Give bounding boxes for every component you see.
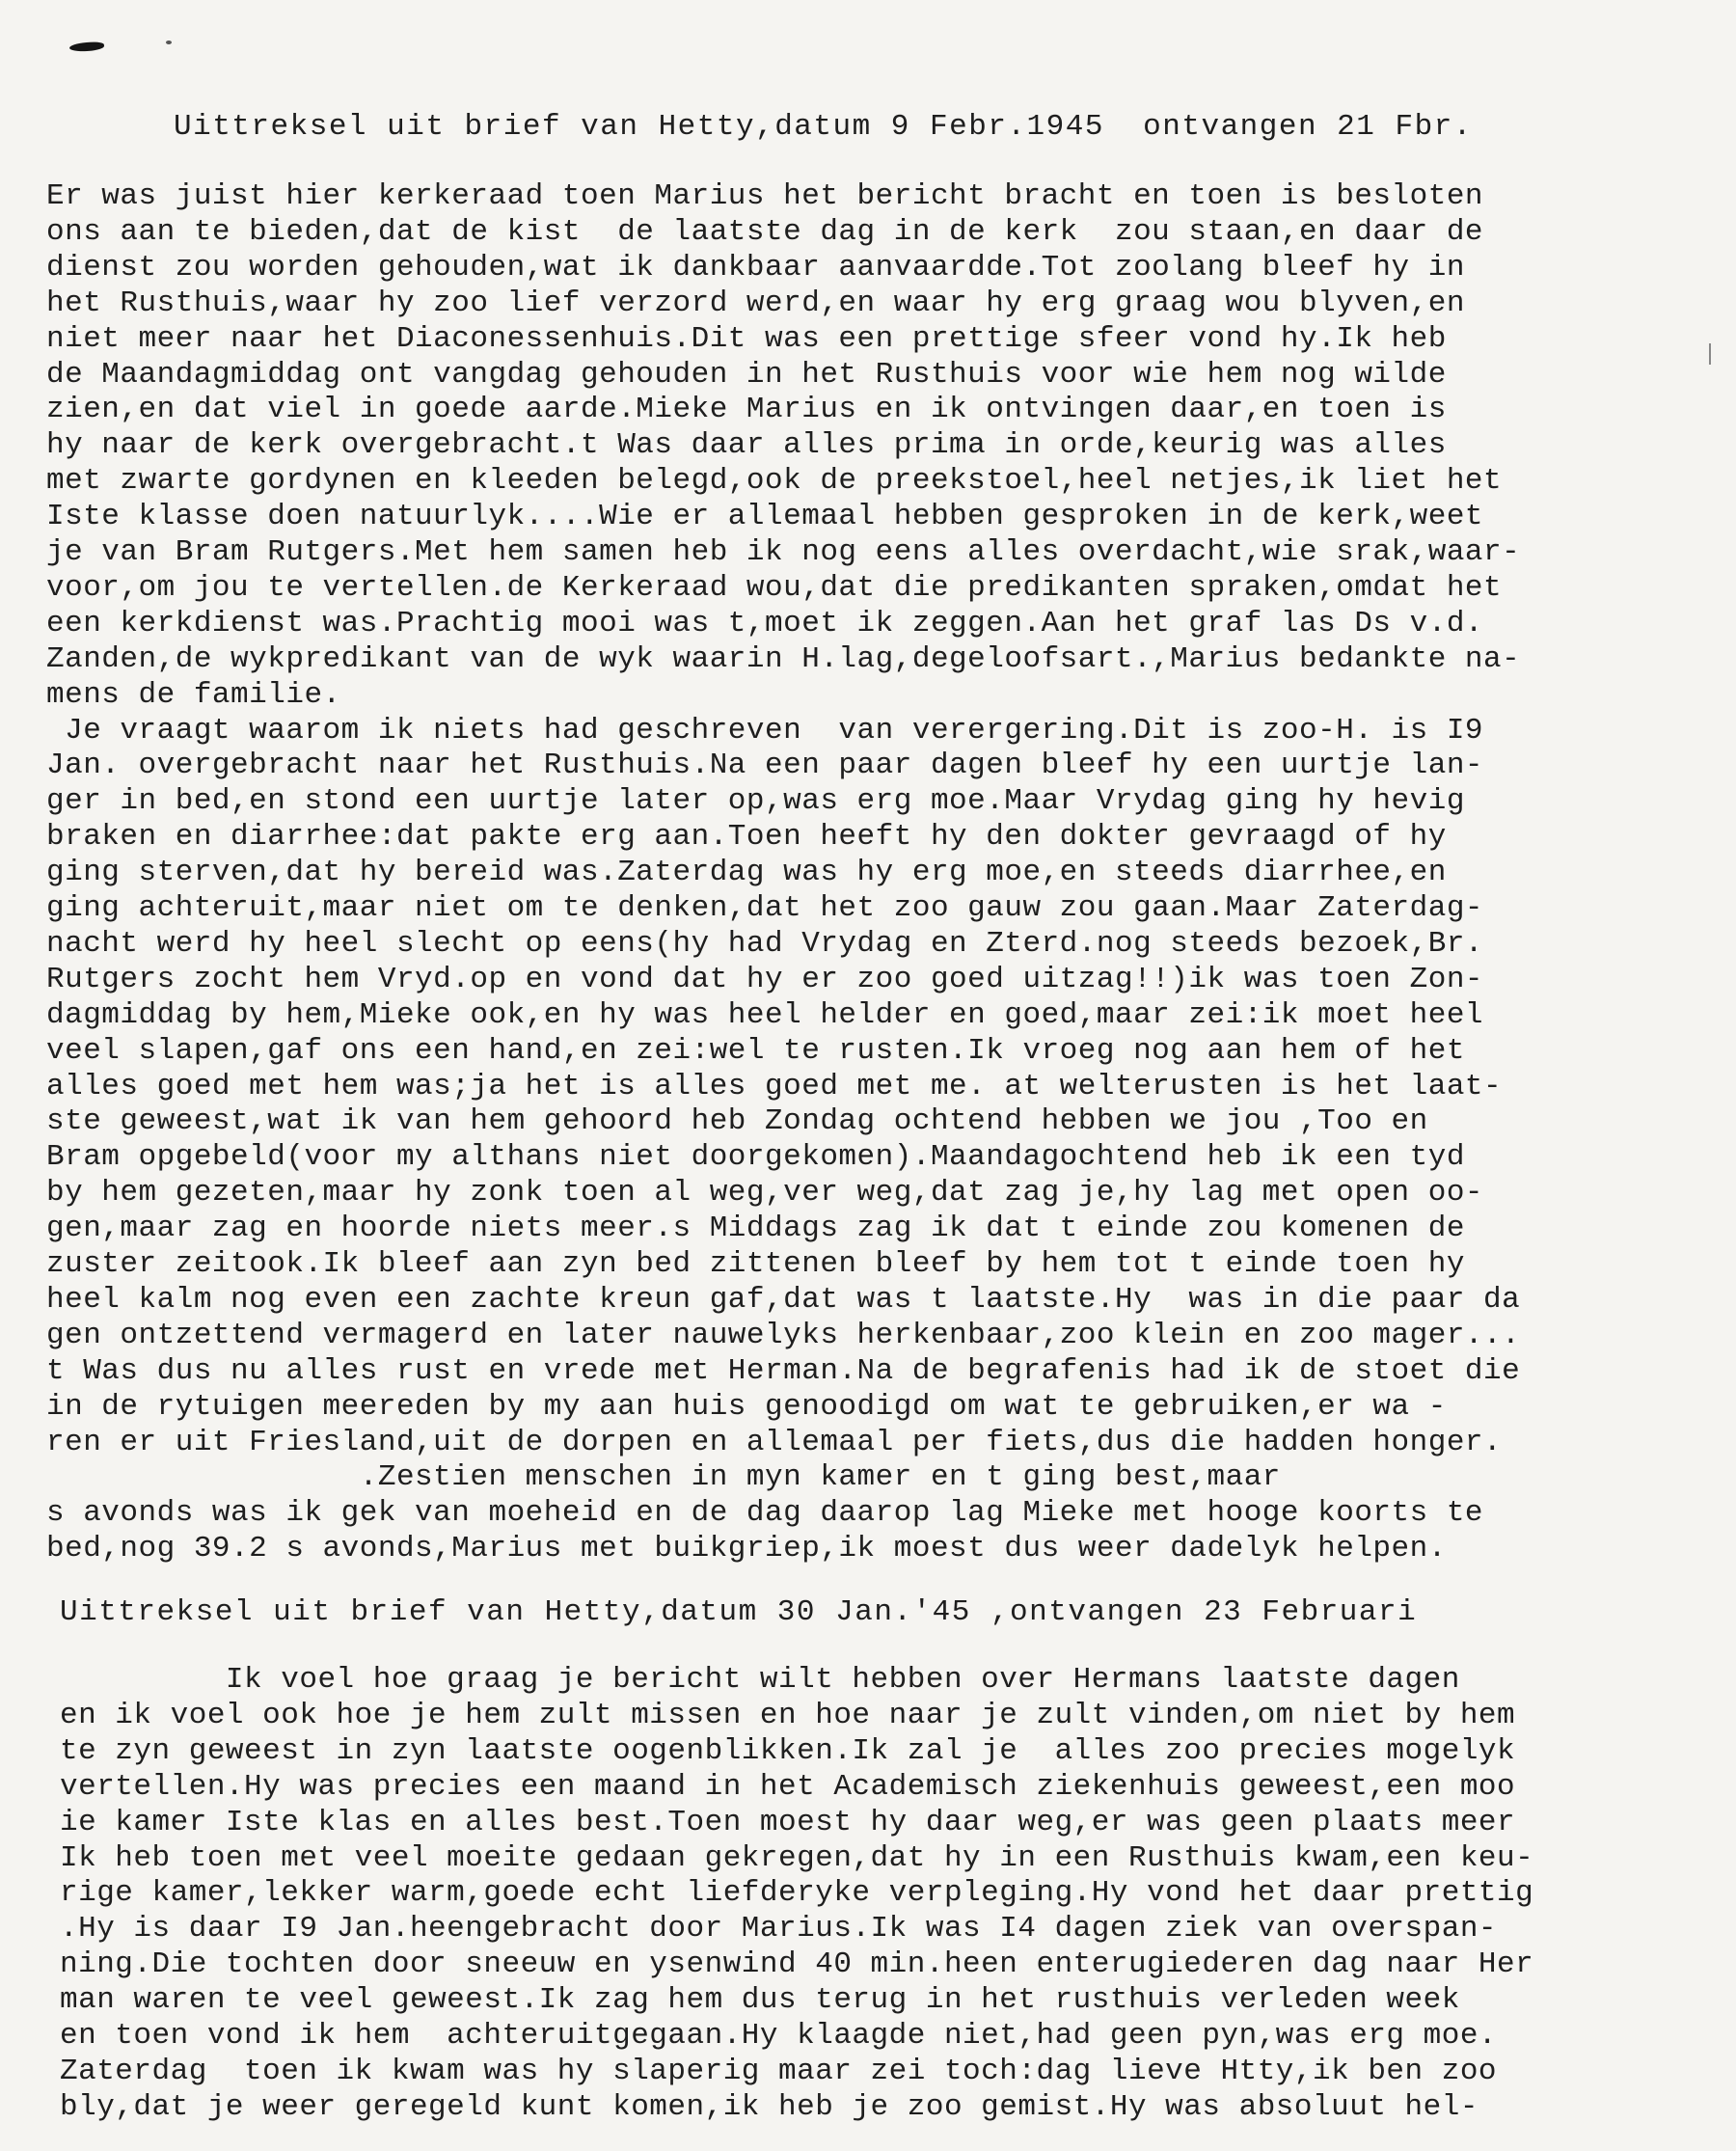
- letter-line: ging achteruit,maar niet om te denken,dat het zoo gauw zou gaan.Maar Zaterdag-: [46, 891, 1484, 925]
- letter-line: Rutgers zocht hem Vryd.op en vond dat hy er zoo goed uitzag!!)ik was toen Zon-: [46, 962, 1484, 996]
- letter-line: ie kamer Iste klas en alles best.Toen moest hy daar weg,er was geen plaats meer: [60, 1805, 1516, 1839]
- letter-line: ren er uit Friesland,uit de dorpen en allemaal per fiets,dus die hadden honger.: [46, 1425, 1503, 1459]
- ink-dot-mark: [166, 41, 172, 44]
- letter-line: gen ontzettend vermagerd en later nauwelyks herkenbaar,zoo klein en zoo mager...: [46, 1318, 1521, 1352]
- letter-line: nacht werd hy heel slecht op eens(hy had Vrydag en Zterd.nog steeds bezoek,Br.: [46, 926, 1484, 961]
- letter-line: in de rytuigen meereden by my aan huis genoodigd om wat te gebruiken,er wa -: [46, 1389, 1447, 1424]
- letter-line: zuster zeitook.Ik bleef aan zyn bed zittenen bleef by hem tot t einde toen hy: [46, 1247, 1465, 1281]
- letter-line: rige kamer,lekker warm,goede echt liefderyke verpleging.Hy vond het daar prettig: [60, 1876, 1534, 1911]
- letter-line: Zaterdag toen ik kwam was hy slaperig maar zei toch:dag lieve Htty,ik ben zoo: [60, 2054, 1498, 2088]
- letter-line: Jan. overgebracht naar het Rusthuis.Na een paar dagen bleef hy een uurtje lan-: [46, 749, 1484, 783]
- letter-line: ning.Die tochten door sneeuw en ysenwind 40 min.heen enterugiederen dag naar Her: [60, 1947, 1534, 1982]
- letter-line: met zwarte gordynen en kleeden belegd,ook de preekstoel,heel netjes,ik liet het: [46, 464, 1503, 499]
- letter-line: voor,om jou te vertellen.de Kerkeraad wou,dat die predikanten spraken,omdat het: [46, 570, 1503, 605]
- letter-line: bed,nog 39.2 s avonds,Marius met buikgriep,ik moest dus weer dadelyk helpen.: [46, 1532, 1447, 1566]
- letter-line: niet meer naar het Diaconessenhuis.Dit was een prettige sfeer vond hy.Ik heb: [46, 321, 1447, 356]
- letter-line: veel slapen,gaf ons een hand,en zei:wel te rusten.Ik vroeg nog aan hem of het: [46, 1033, 1465, 1068]
- letter-line: de Maandagmiddag ont vangdag gehouden in het Rusthuis voor wie hem nog wilde: [46, 357, 1447, 392]
- excerpt-2-heading: Uittreksel uit brief van Hetty,datum 30 Jan.'45 ,ontvangen 23 Februari: [60, 1595, 1418, 1629]
- letter-line: dienst zou worden gehouden,wat ik dankbaar aanvaardde.Tot zoolang bleef hy in: [46, 250, 1465, 285]
- letter-line: Er was juist hier kerkeraad toen Marius het bericht bracht en toen is besloten: [46, 179, 1484, 213]
- letter-line: hy naar de kerk overgebracht.t Was daar alles prima in orde,keurig was alles: [46, 428, 1447, 463]
- letter-line: bly,dat je weer geregeld kunt komen,ik heb je zoo gemist.Hy was absoluut hel-: [60, 2089, 1478, 2124]
- letter-line: vertellen.Hy was precies een maand in het Academisch ziekenhuis geweest,een moo: [60, 1769, 1516, 1804]
- letter-line: ging sterven,dat hy bereid was.Zaterdag was hy erg moe,en steeds diarrhee,en: [46, 856, 1447, 890]
- letter-line: heel kalm nog even een zachte kreun gaf,dat was t laatste.Hy was in die paar da: [46, 1282, 1521, 1317]
- letter-line: t Was dus nu alles rust en vrede met Herman.Na de begrafenis had ik de stoet die: [46, 1353, 1521, 1388]
- letter-line: Iste klasse doen natuurlyk....Wie er allemaal hebben gesproken in de kerk,weet: [46, 500, 1484, 534]
- letter-line: Ik heb toen met veel moeite gedaan gekregen,dat hy in een Rusthuis kwam,een keu-: [60, 1840, 1534, 1875]
- letter-line: braken en diarrhee:dat pakte erg aan.Toen heeft hy den dokter gevraagd of hy: [46, 820, 1447, 855]
- letter-line: Bram opgebeld(voor my althans niet doorgekomen).Maandagochtend heb ik een tyd: [46, 1140, 1465, 1175]
- letter-line: ons aan te bieden,dat de kist de laatste dag in de kerk zou staan,en daar de: [46, 214, 1484, 249]
- margin-fleck-mark: [1709, 343, 1711, 365]
- letter-line: dagmiddag by hem,Mieke ook,en hy was heel helder en goed,maar zei:ik moet heel: [46, 997, 1484, 1032]
- ink-smudge-mark: [69, 41, 105, 52]
- letter-line: .Hy is daar I9 Jan.heengebracht door Marius.Ik was I4 dagen ziek van overspan-: [60, 1912, 1498, 1947]
- letter-line: Ik voel hoe graag je bericht wilt hebben over Hermans laatste dagen: [60, 1663, 1460, 1697]
- letter-line: zien,en dat viel in goede aarde.Mieke Marius en ik ontvingen daar,en toen is: [46, 393, 1447, 427]
- letter-line: je van Bram Rutgers.Met hem samen heb ik nog eens alles overdacht,wie srak,waar-: [46, 535, 1521, 569]
- letter-line: .Zestien menschen in myn kamer en t ging best,maar: [46, 1460, 1281, 1495]
- letter-line: s avonds was ik gek van moeheid en de dag daarop lag Mieke met hooge koorts te: [46, 1496, 1484, 1531]
- letter-line: gen,maar zag en hoorde niets meer.s Middags zag ik dat t einde zou komenen de: [46, 1212, 1465, 1246]
- letter-line: ger in bed,en stond een uurtje later op,was erg moe.Maar Vrydag ging hy hevig: [46, 784, 1465, 819]
- letter-line: by hem gezeten,maar hy zonk toen al weg,ver weg,dat zag je,hy lag met open oo-: [46, 1176, 1484, 1211]
- letter-line: het Rusthuis,waar hy zoo lief verzord werd,en waar hy erg graag wou blyven,en: [46, 286, 1465, 320]
- letter-line: ste geweest,wat ik van hem gehoord heb Zondag ochtend hebben we jou ,Too en: [46, 1104, 1428, 1139]
- letter-line: Je vraagt waarom ik niets had geschreven van verergering.Dit is zoo-H. is I9: [46, 713, 1484, 748]
- letter-line: mens de familie.: [46, 677, 341, 712]
- letter-line: en ik voel ook hoe je hem zult missen en hoe naar je zult vinden,om niet by hem: [60, 1698, 1516, 1732]
- letter-line: een kerkdienst was.Prachtig mooi was t,moet ik zeggen.Aan het graf las Ds v.d.: [46, 606, 1484, 640]
- letter-line: man waren te veel geweest.Ik zag hem dus terug in het rusthuis verleden week: [60, 1983, 1460, 2018]
- letter-line: Zanden,de wykpredikant van de wyk waarin H.lag,degeloofsart.,Marius bedankte na-: [46, 641, 1521, 676]
- letter-line: en toen vond ik hem achteruitgegaan.Hy klaagde niet,had geen pyn,was erg moe.: [60, 2019, 1498, 2053]
- excerpt-1-heading: Uittreksel uit brief van Hetty,datum 9 Febr.1945 ontvangen 21 Fbr.: [174, 110, 1473, 144]
- letter-line: te zyn geweest in zyn laatste oogenblikken.Ik zal je alles zoo precies mogelyk: [60, 1733, 1516, 1768]
- letter-line: alles goed met hem was;ja het is alles goed met me. at welterusten is het laat-: [46, 1069, 1503, 1103]
